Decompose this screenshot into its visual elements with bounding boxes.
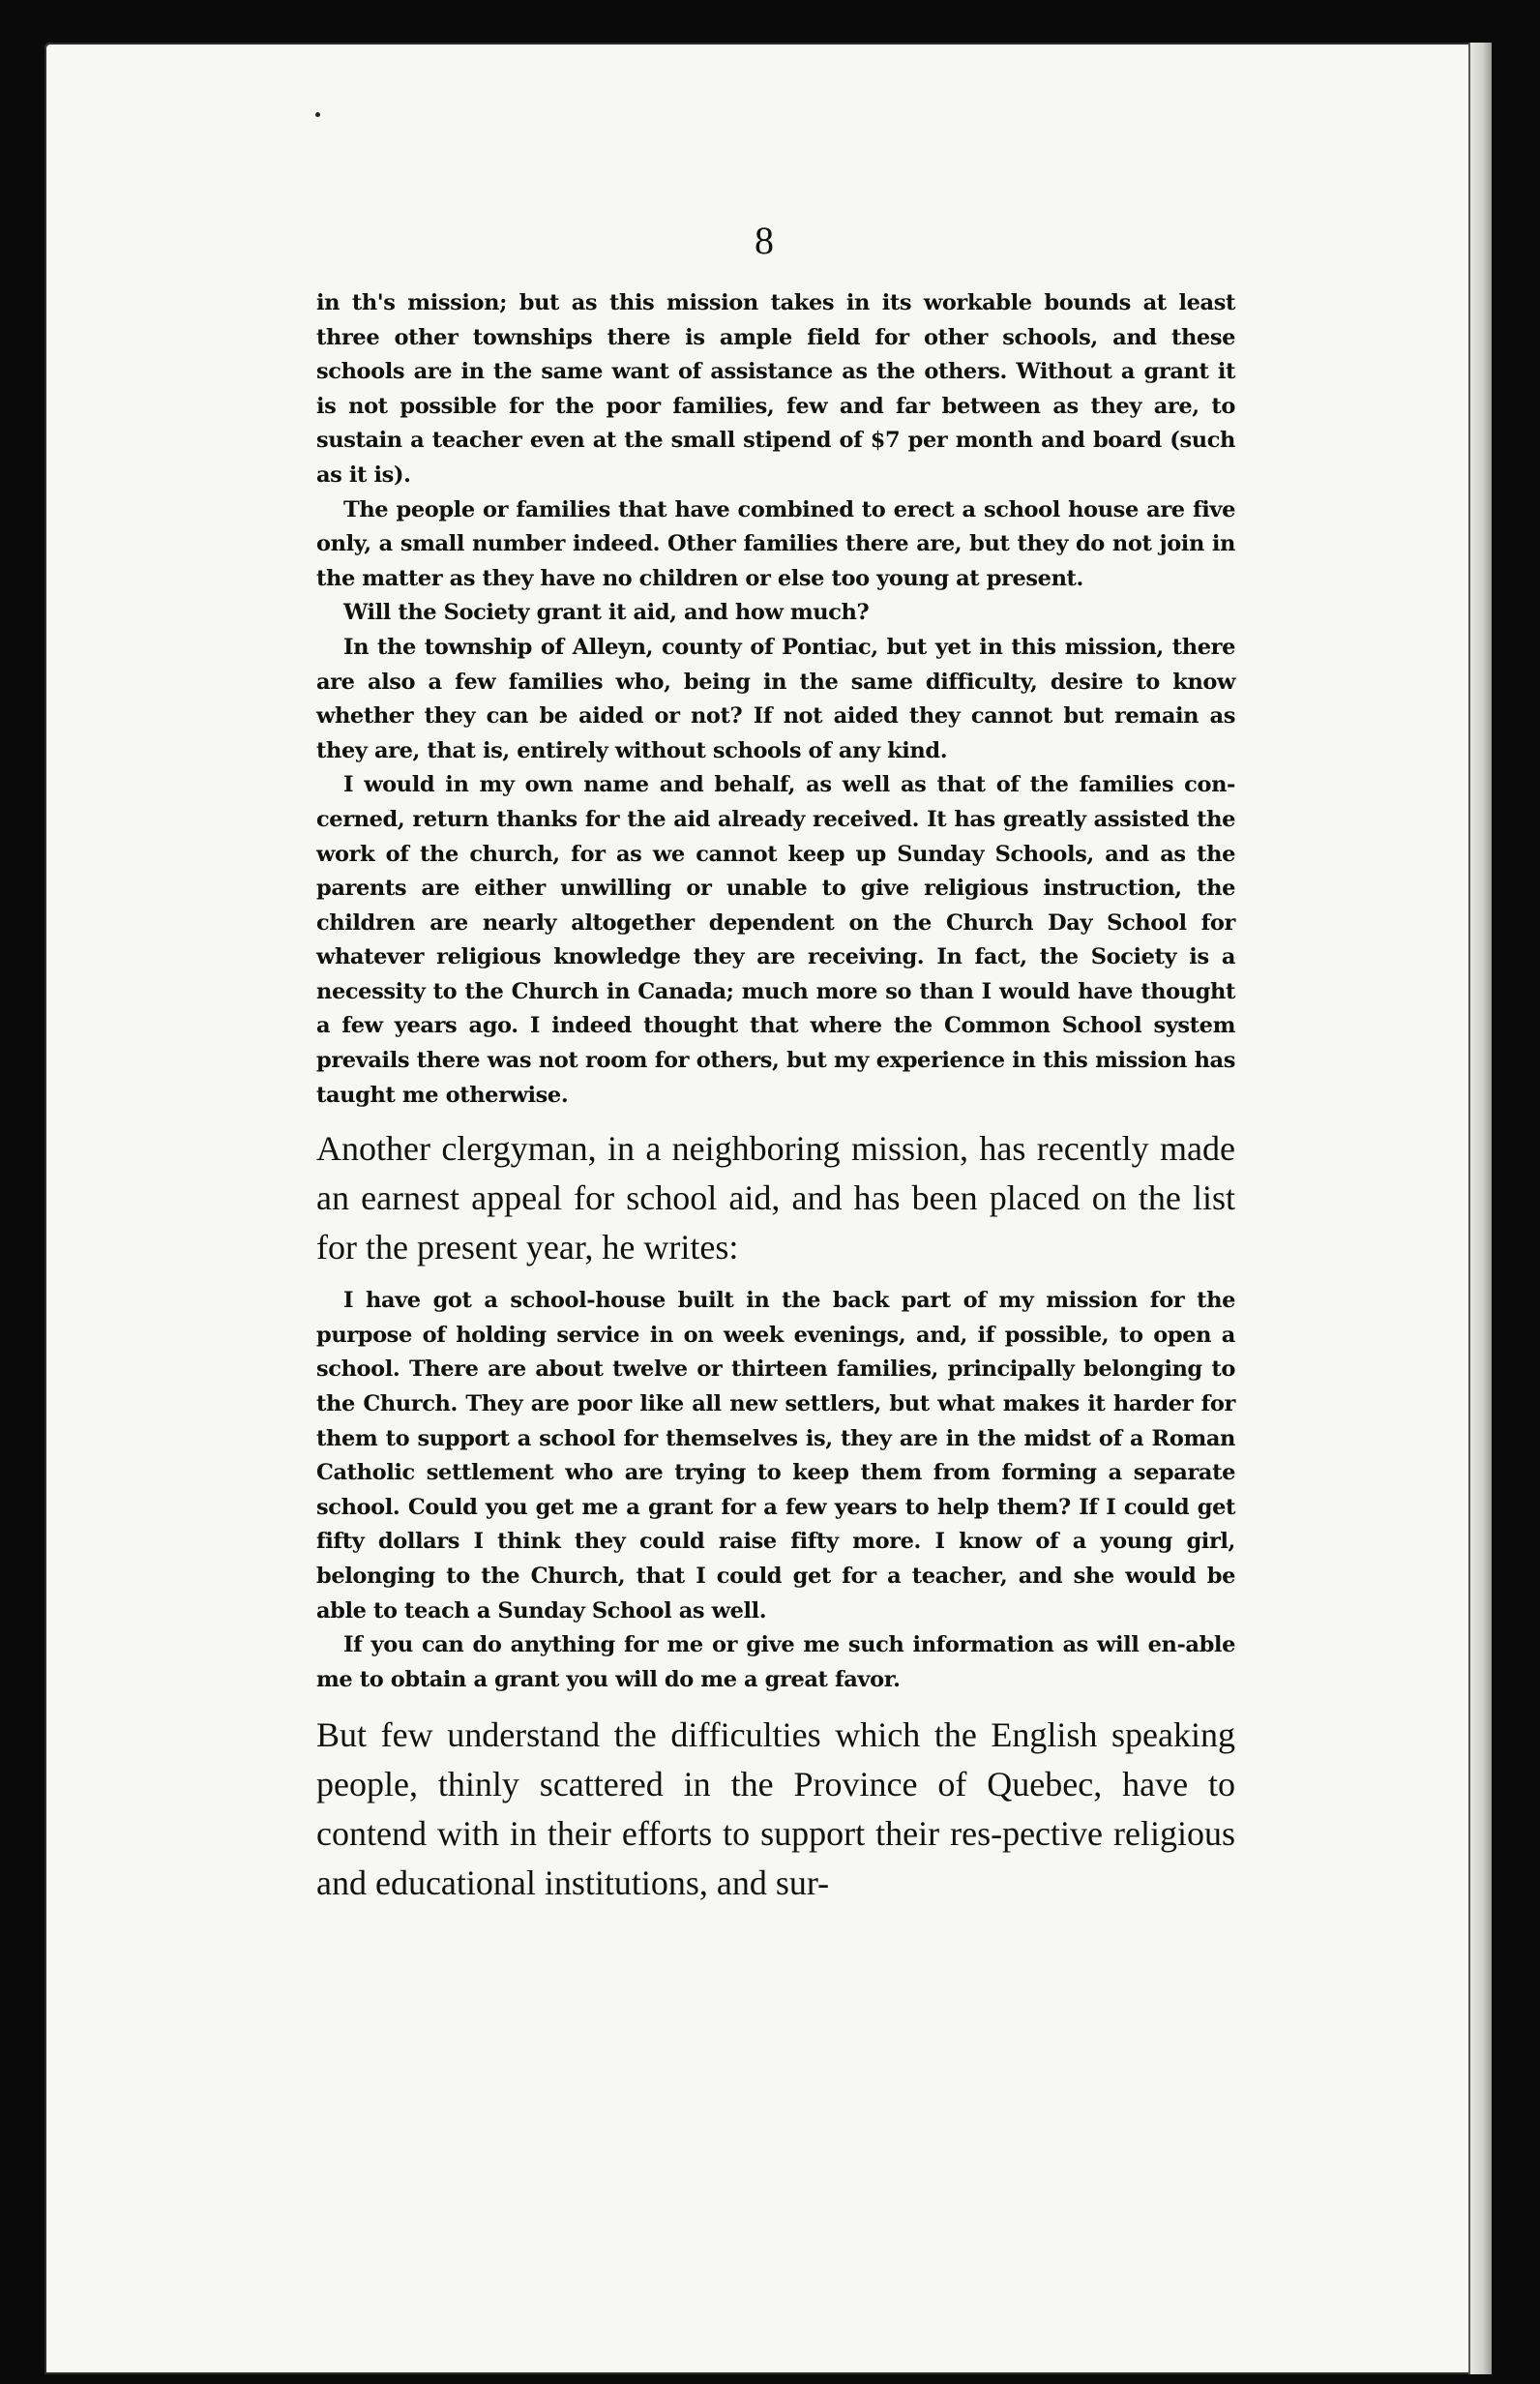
paragraph: I would in my own name and behalf, as well as that of the families con-cerned, return thanks for the aid already received. It has greatly assisted the work of the church, for as we cannot keep up Sunday Schools, and as the parents are either unwilling or unable to give religious instruction, the children are nearly altogether dependent on the Church Day School for whatever religious knowledge they are receiving. In fact, the Society is a necessity to the Church in Canada; much more so than I would have thought a few years ago. I indeed thought that where the Common School system prevails there was not room for others, but my experience in this mission has taught me otherwise. [316,772,1235,1108]
page-number: 8 [755,219,774,262]
paragraph: If you can do anything for me or give me such information as will en-able me to obtain a grant you will do me a great favor. [316,1632,1235,1692]
body-text [316,286,1235,1920]
page-binding-edge [1468,43,1492,2374]
narrative-paragraph: But few understand the difficulties which the English speaking people, thinly scattered in the Province of Quebec, have to contend with in their efforts to support their res-pective religious and educational institutions, and sur- [316,1715,1235,1903]
paragraph: In the township of Alleyn, county of Pontiac, but yet in this mission, there are also a few families who, being in the same difficulty, desire to know whether they can be aided or not? If not aided they cannot but remain as they are, that is, entirely without schools of any kind. [316,634,1235,763]
letter-excerpt-2 [316,1284,1235,1697]
narrative-paragraph: Another clergyman, in a neighboring mission, has recently made an earnest appeal for school aid, and has been placed on the list for the present year, he writes: [316,1129,1235,1267]
paragraph: The people or families that have combined to erect a school house are five only, a small number indeed. Other families there are, but they do not join in the matter as they have no children or else too young at present. [316,496,1235,591]
paragraph: in th's mission; but as this mission takes in its workable bounds at least three other townships there is ample field for other schools, and these schools are in the same want of assistance as the others. Without a grant it is not possible for the poor families, few and far between as they are, to sustain a teacher even at the small stipend of $7 per month and board (such as it is). [316,290,1235,488]
letter-excerpt-1 [316,286,1235,1113]
paragraph: Will the Society grant it aid, and how much? [343,600,870,626]
paragraph: I have got a school-house built in the back part of my mission for the purpose of holding service in on week evenings, and, if possible, to open a school. There are about twelve or thirteen families, principally belonging to the Church. They are poor like all new settlers, but what makes it harder for them to support a school for themselves is, they are in the midst of a Roman Catholic settlement who are trying to keep them from forming a separate school. Could you get me a grant for a few years to help them? If I could get fifty dollars I think they could raise fifty more. I know of a young girl, belonging to the Church, that I could get for a teacher, and she would be able to teach a Sunday School as well. [316,1288,1235,1624]
ink-speck [315,112,320,117]
